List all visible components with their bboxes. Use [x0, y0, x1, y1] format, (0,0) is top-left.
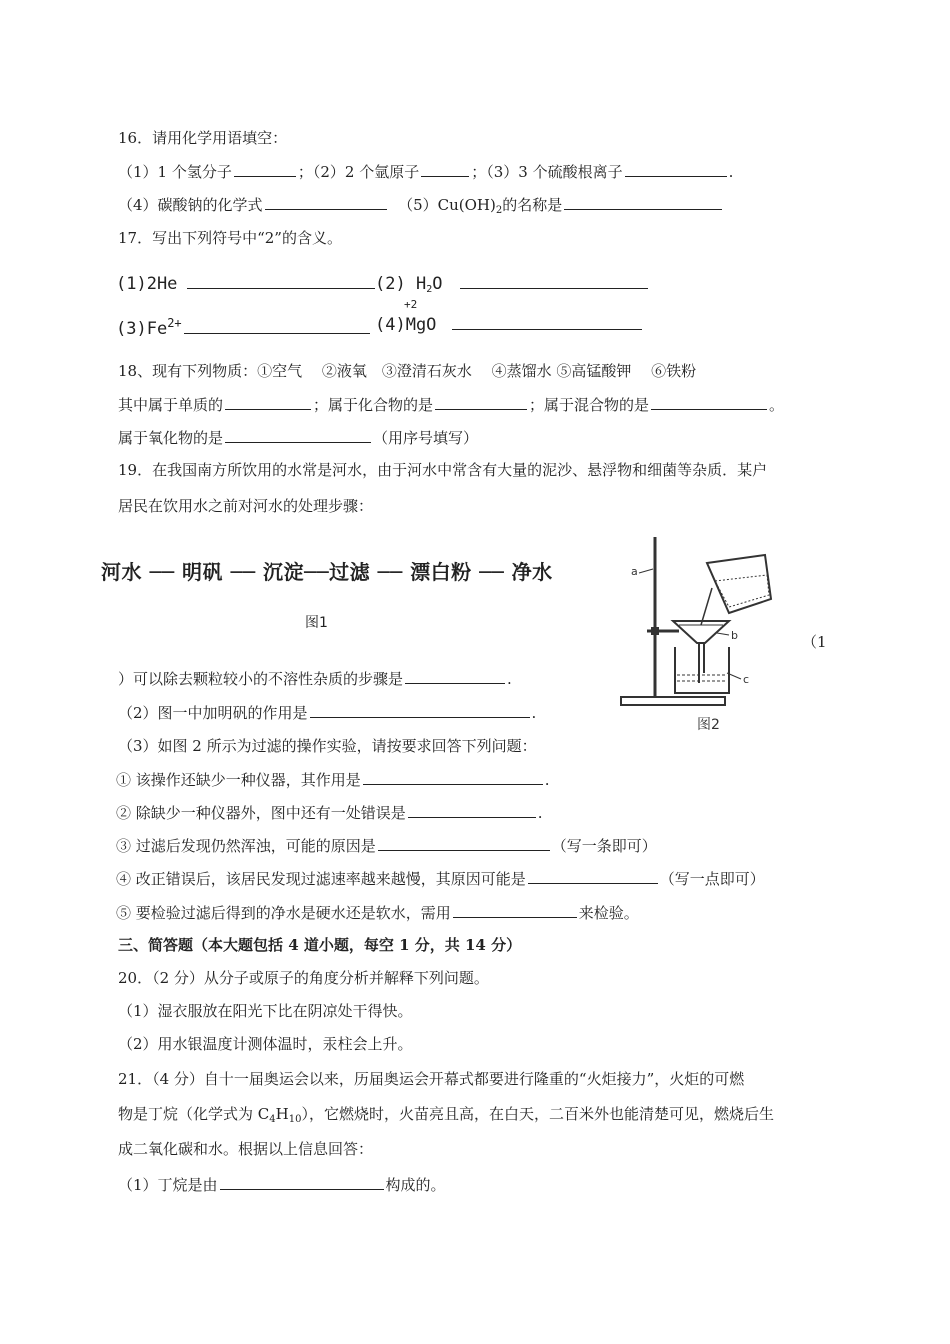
q21-line1: 21．（4 分）自十一届奥运会以来，历届奥运会开幕式都要进行隆重的“火炬接力”，火炬的可燃 — [118, 1070, 745, 1088]
q17-row1b — [375, 272, 648, 300]
q19-s3-text: ③ 过滤后发现仍然浑浊，可能的原因是 — [116, 837, 376, 855]
q19-s5 — [116, 902, 639, 923]
label-a: a — [631, 565, 638, 578]
answer-blank[interactable] — [528, 868, 658, 884]
q17-row1 — [116, 272, 375, 294]
glass-rod — [701, 588, 712, 625]
leader-a — [639, 569, 653, 573]
q21-line2b: H — [275, 1105, 289, 1123]
q19-s3 — [116, 835, 657, 856]
q17-item4: (4)MgO — [375, 315, 437, 335]
label-b: b — [731, 629, 738, 642]
q16-line1 — [118, 161, 733, 182]
q17-valence: +2 — [404, 298, 418, 311]
q19-p2 — [118, 702, 536, 723]
q19-p1-start: （1 — [802, 633, 827, 651]
section3-title: 三、简答题（本大题包括 4 道小题，每空 1 分，共 14 分） — [118, 936, 522, 954]
q19-s5-end: 来检验。 — [578, 904, 639, 922]
answer-blank[interactable] — [310, 702, 530, 718]
q19-p3: （3）如图 2 所示为过滤的操作实验，请按要求回答下列问题： — [118, 737, 537, 755]
answer-blank[interactable] — [225, 427, 371, 443]
q19-line1: 19．在我国南方所饮用的水常是河水，由于河水中常含有大量的泥沙、悬浮物和细菌等杂质．某户 — [118, 461, 768, 479]
answer-blank[interactable] — [234, 161, 296, 177]
q20-b: （2）用水银温度计测体温时，汞柱会上升。 — [118, 1035, 413, 1053]
q19-p1 — [118, 668, 512, 689]
figure2-caption: 图2 — [697, 717, 720, 733]
q16-item3: ；（3）3 个硫酸根离子 — [471, 163, 623, 181]
answer-blank[interactable] — [405, 668, 505, 684]
q21-sub2: 10 — [288, 1114, 302, 1125]
answer-blank[interactable] — [220, 1174, 384, 1190]
answer-blank[interactable] — [453, 902, 577, 918]
q16-item5: （5）Cu(OH) — [398, 196, 496, 214]
q17-row2b — [375, 313, 642, 335]
q18-part1: 其中属于单质的 — [118, 396, 224, 414]
q19-p2-text: （2）图一中加明矾的作用是 — [118, 704, 308, 722]
q16-item5b: 的名称是 — [502, 196, 563, 214]
q17-sub: 2 — [426, 284, 433, 295]
treatment-flow: 河水 ── 明矾 ── 沉淀──过滤 ── 漂白粉 ── 净水 — [101, 560, 553, 584]
q17-item2: (2) H — [375, 274, 427, 294]
q21-line2c: ），它燃烧时，火苗亮且高，在白天，二百米外也能清楚可见，燃烧后生 — [301, 1105, 774, 1123]
stand-base — [621, 697, 725, 705]
answer-blank[interactable] — [460, 272, 648, 289]
q21-sub1: 4 — [269, 1114, 276, 1125]
q19-p1-text: ）可以除去颗粒较小的不溶性杂质的步骤是 — [118, 670, 404, 688]
q19-s2-text: ② 除缺少一种仪器外，图中还有一处错误是 — [116, 804, 406, 822]
q19-s1-end: . — [544, 771, 550, 789]
answer-blank[interactable] — [265, 194, 387, 210]
q21-line4-end: 构成的。 — [385, 1176, 446, 1194]
answer-blank[interactable] — [363, 769, 543, 785]
q19-s3-end: （写一条即可） — [551, 837, 657, 855]
q18-part3: ；属于混合物的是 — [529, 396, 650, 414]
answer-blank[interactable] — [435, 394, 527, 410]
answer-blank[interactable] — [184, 317, 370, 334]
q17-item1: (1)2He — [116, 274, 178, 294]
q17-title: 17．写出下列符号中“2”的含义。 — [118, 229, 342, 247]
q18-line2 — [118, 394, 784, 415]
q21-line2 — [118, 1104, 774, 1130]
q16-item2: ；（2）2 个氩原子 — [297, 163, 420, 181]
q19-s2 — [116, 802, 543, 823]
answer-blank[interactable] — [421, 161, 469, 177]
q17-row2 — [116, 313, 370, 339]
q19-s4-text: ④ 改正错误后，该居民发现过滤速率越来越慢，其原因可能是 — [116, 870, 526, 888]
q16-sub: 2 — [495, 205, 503, 216]
q16-item1: （1）1 个氢分子 — [118, 163, 232, 181]
figure1-caption: 图1 — [305, 615, 328, 631]
label-c: c — [743, 673, 750, 686]
q18-part4: 属于氧化物的是 — [118, 429, 224, 447]
q18-line3 — [118, 427, 478, 448]
q20-title: 20．（2 分）从分子或原子的角度分析并解释下列问题。 — [118, 969, 489, 987]
q21-line3: 成二氧化碳和水。根据以上信息回答： — [118, 1140, 374, 1158]
answer-blank[interactable] — [452, 313, 642, 330]
q16-title: 16．请用化学用语填空： — [118, 129, 288, 147]
q17-sup: 2+ — [167, 316, 182, 330]
q18-title: 18、现有下列物质：①空气 ②液氧 ③澄清石灰水 ④蒸馏水 ⑤高锰酸钾 ⑥铁粉 — [118, 362, 697, 380]
q18-end: 。 — [769, 396, 785, 414]
q17-item3: (3)Fe — [116, 319, 168, 339]
q19-s5-text: ⑤ 要检验过滤后得到的净水是硬水还是软水，需用 — [116, 904, 451, 922]
leader-b — [717, 633, 729, 635]
answer-blank[interactable] — [564, 194, 722, 210]
q19-line2: 居民在饮用水之前对河水的处理步骤： — [118, 497, 374, 515]
answer-blank[interactable] — [378, 835, 550, 851]
q21-line2a: 物是丁烷（化学式为 C — [118, 1105, 270, 1123]
q16-line2 — [118, 194, 724, 221]
q18-part2: ；属于化合物的是 — [313, 396, 434, 414]
q16-end: . — [728, 163, 734, 181]
answer-blank[interactable] — [625, 161, 727, 177]
q19-s1 — [116, 769, 550, 790]
answer-blank[interactable] — [408, 802, 536, 818]
q19-s4 — [116, 868, 765, 889]
answer-blank[interactable] — [225, 394, 311, 410]
q19-s4-end: （写一点即可） — [659, 870, 765, 888]
receiving-beaker — [675, 647, 729, 693]
q17-item2b: O — [432, 274, 443, 294]
q21-line4-text: （1）丁烷是由 — [118, 1176, 218, 1194]
q19-s2-end: . — [537, 804, 543, 822]
filtration-apparatus-figure — [617, 533, 777, 733]
answer-blank[interactable] — [651, 394, 767, 410]
q19-s1-text: ① 该操作还缺少一种仪器，其作用是 — [116, 771, 361, 789]
q20-a: （1）湿衣服放在阳光下比在阴凉处干得快。 — [118, 1002, 413, 1020]
q21-line4 — [118, 1174, 446, 1195]
clamp-knob — [651, 627, 659, 635]
answer-blank[interactable] — [187, 272, 375, 289]
q18-end2: （用序号填写） — [373, 429, 479, 447]
q16-item4: （4）碳酸钠的化学式 — [118, 196, 263, 214]
q19-p2-end: . — [531, 704, 537, 722]
q19-p1-end: . — [507, 670, 512, 688]
